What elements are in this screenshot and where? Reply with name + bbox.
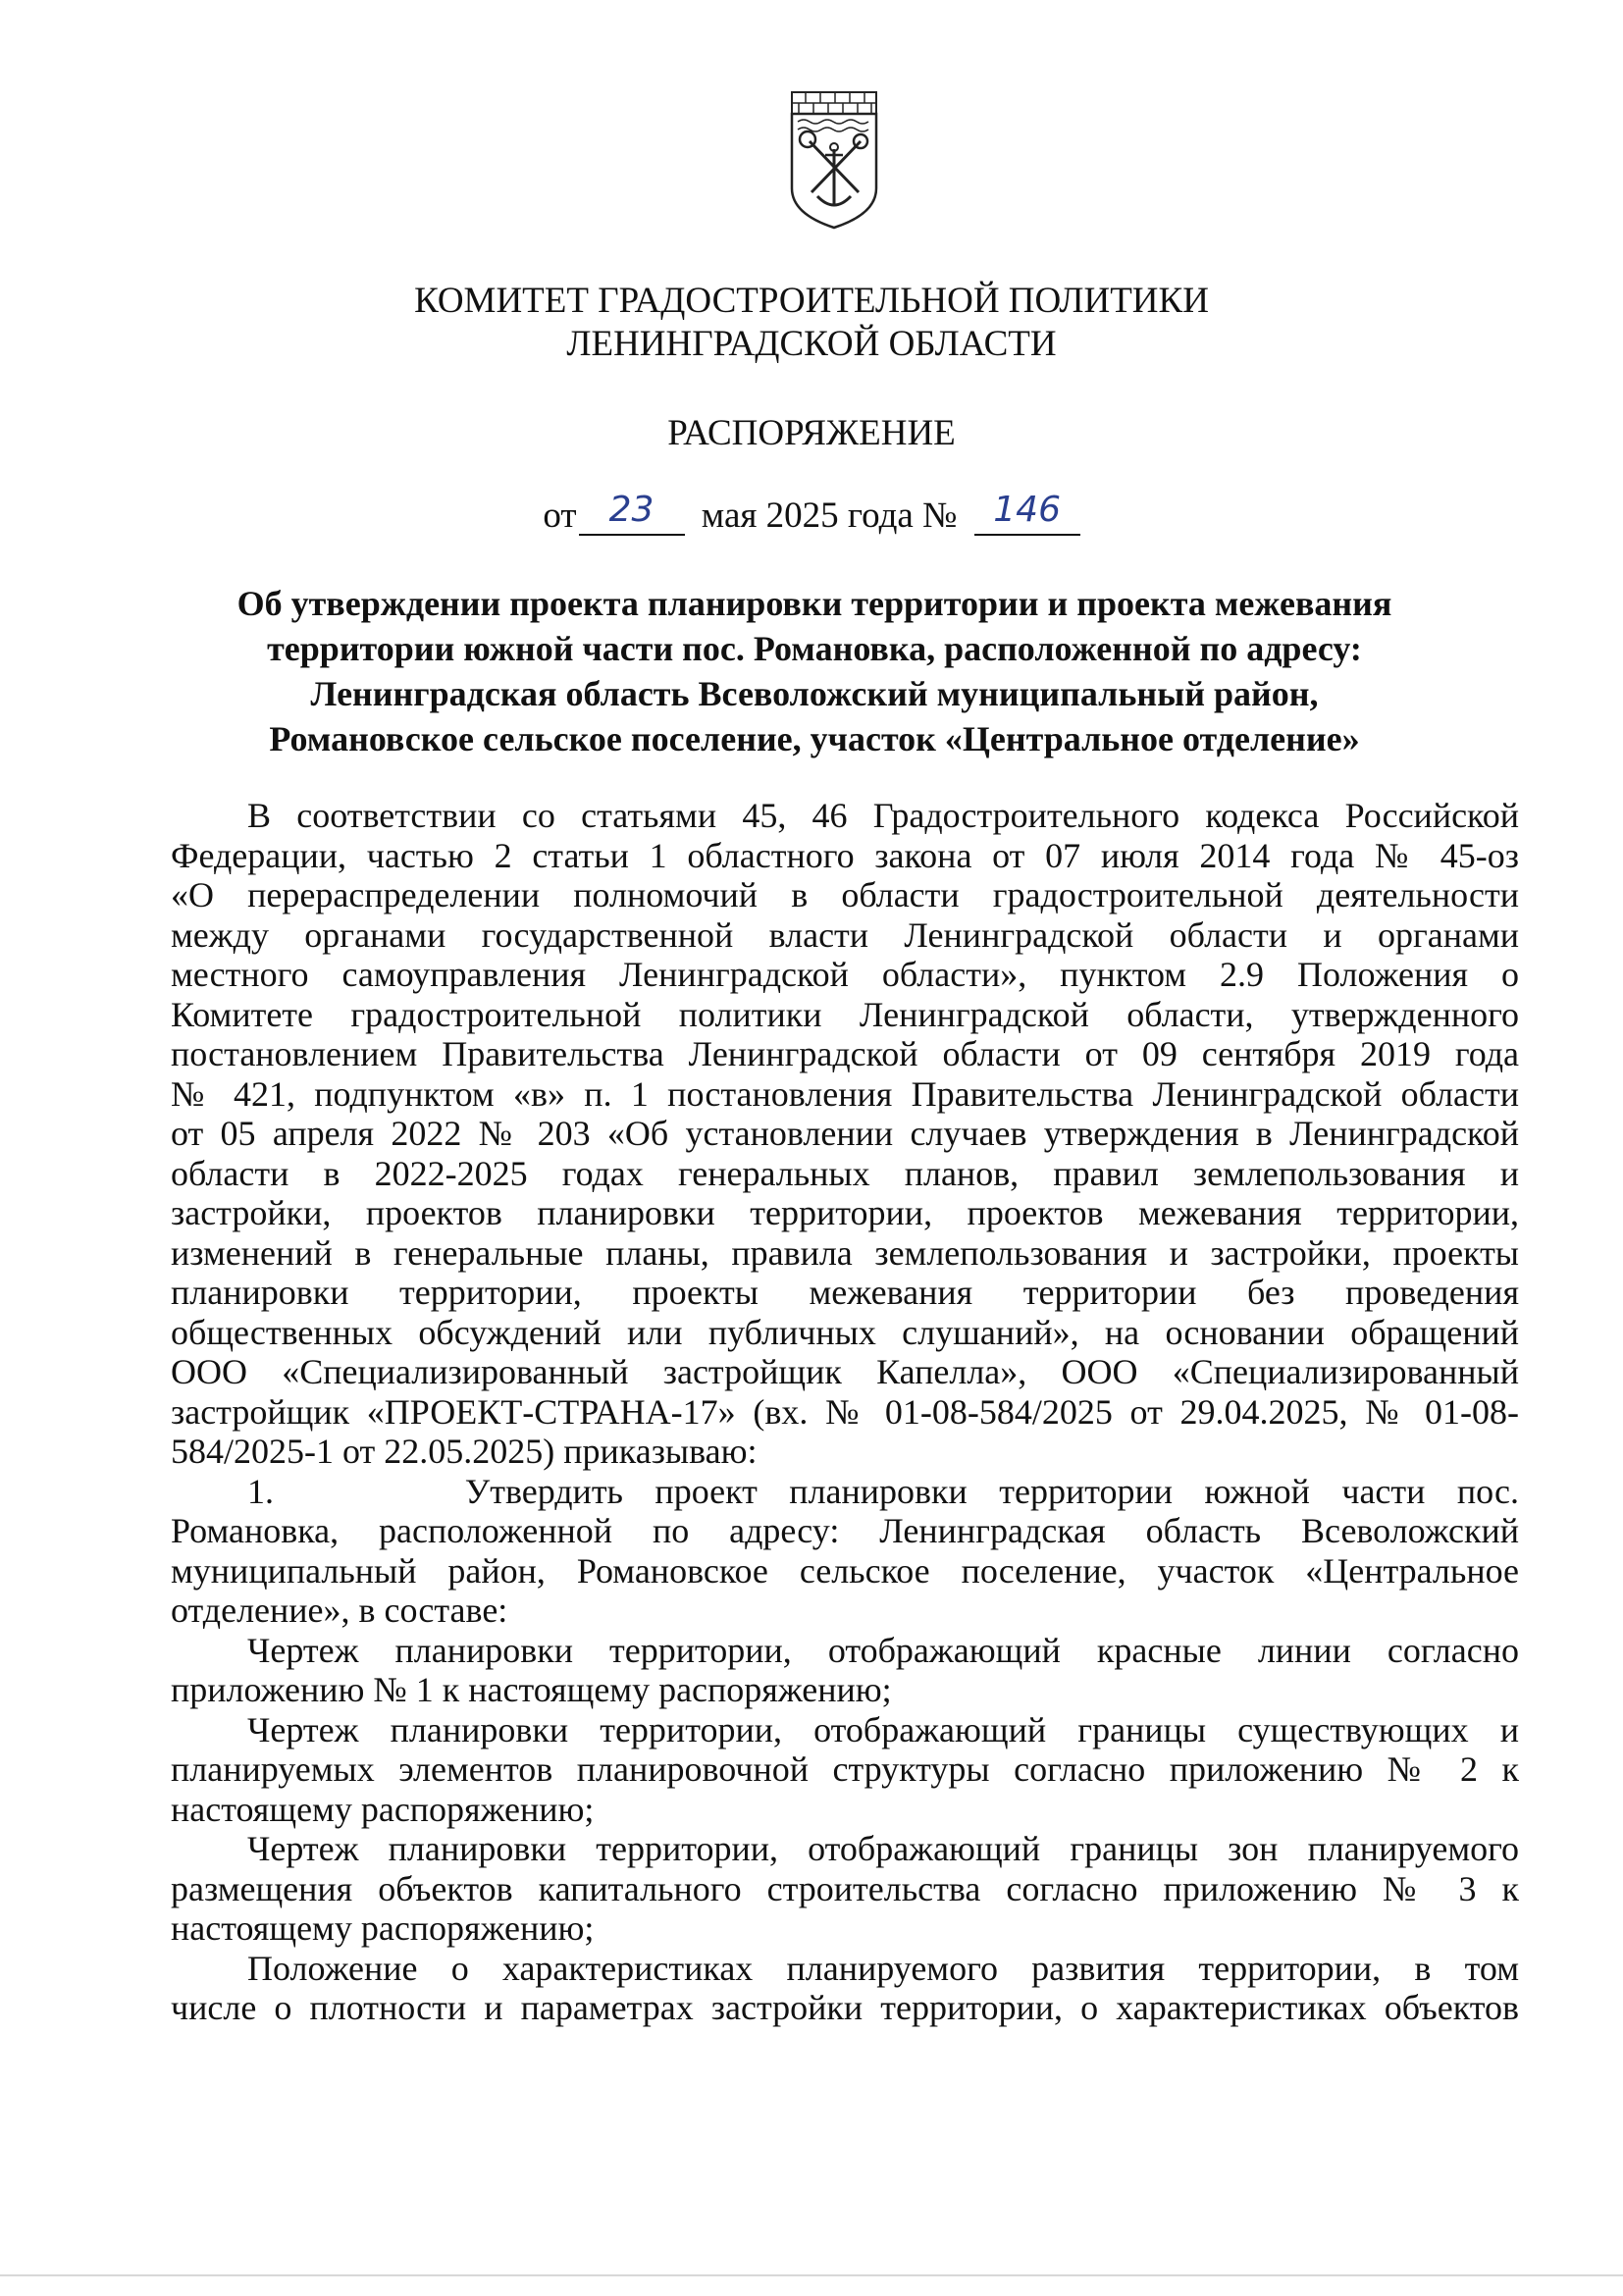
- scan-bottom-edge: [0, 2274, 1623, 2276]
- coat-of-arms-emblem: [788, 90, 880, 230]
- text-line: Федерации, частью 2 статьи 1 областного закона от 07 июля 2014 года № 45-оз: [171, 835, 1519, 875]
- title-line: Романовское сельское поселение, участок «Центральное отделение»: [269, 719, 1360, 758]
- date-day-field: [579, 490, 685, 536]
- title-line: Ленинградская область Всеволожский муниципальный район,: [310, 674, 1319, 713]
- text-line: местного самоуправления Ленинградской области», пунктом 2.9 Положения о: [171, 955, 1519, 994]
- text-line: ООО «Специализированный застройщик Капелла», ООО «Специализированный: [171, 1352, 1519, 1391]
- text-line: Комитете градостроительной политики Ленинградской области, утвержденного: [171, 994, 1519, 1034]
- text-line: общественных обсуждений или публичных слушаний», на основании обращений: [171, 1312, 1519, 1352]
- subitem-structure-boundaries: [171, 1710, 1519, 1830]
- text-line: числе о плотности и параметрах застройки территории, о характеристиках объектов: [171, 1988, 1519, 2027]
- text-line: настоящему распоряжению;: [171, 1908, 595, 1948]
- date-day-handwritten: 23: [608, 490, 654, 530]
- organization-name: [0, 280, 1623, 366]
- date-month-year: мая 2025 года №: [701, 496, 958, 536]
- text-line: между органами государственной власти Ленинградской области и органами: [171, 914, 1519, 955]
- text-line: Положение о характеристиках планируемого развития территории, в том: [247, 1948, 1519, 1988]
- text-line: настоящему распоряжению;: [171, 1789, 595, 1829]
- preamble-paragraph: [171, 796, 1519, 1472]
- subitem-development-regulations: [171, 1949, 1519, 2028]
- text-line: «О перераспределении полномочий в области градостроительной деятельности: [171, 875, 1519, 914]
- organization-line-2: ЛЕНИНГРАДСКОЙ ОБЛАСТИ: [566, 324, 1057, 364]
- text-line: застройщик «ПРОЕКТ-СТРАНА-17» (вх. № 01-08-584/2025 от 29.04.2025, № 01-08-: [171, 1391, 1519, 1432]
- document-number-field: [974, 490, 1080, 536]
- text-line: от 05 апреля 2022 № 203 «Об установлении случаев утверждения в Ленинградской: [171, 1114, 1519, 1153]
- text-line: планировки территории, проекты межевания территории без проведения: [171, 1273, 1519, 1312]
- text-line: размещения объектов капитального строительства согласно приложению № 3 к: [171, 1868, 1519, 1908]
- text-line: Чертеж планировки территории, отображающий границы зон планируемого: [247, 1829, 1519, 1868]
- text-line: № 421, подпунктом «в» п. 1 постановления Правительства Ленинградской области: [171, 1073, 1519, 1114]
- text-line: Чертеж планировки территории, отображающий границы существующих и: [247, 1709, 1519, 1749]
- subitem-red-lines: [171, 1631, 1519, 1710]
- document-title: [177, 581, 1452, 761]
- text-line: планируемых элементов планировочной структуры согласно приложению № 2 к: [171, 1749, 1519, 1789]
- organization-line-1: КОМИТЕТ ГРАДОСТРОИТЕЛЬНОЙ ПОЛИТИКИ: [414, 281, 1209, 321]
- title-line: Об утверждении проекта планировки территории и проекта межевания: [236, 584, 1392, 623]
- text-line: приложению № 1 к настоящему распоряжению;: [171, 1670, 892, 1709]
- text-line: области в 2022-2025 годах генеральных планов, правил землепользования и: [171, 1153, 1519, 1193]
- text-line: 584/2025-1 от 22.05.2025) приказываю:: [171, 1432, 758, 1471]
- item-1-paragraph: [171, 1472, 1519, 1631]
- text-line: постановлением Правительства Ленинградской области от 09 сентября 2019 года: [171, 1034, 1519, 1073]
- text-line: отделение», в составе:: [171, 1591, 508, 1630]
- text-line: застройки, проектов планировки территории, проектов межевания территории,: [171, 1193, 1519, 1232]
- document-type: РАСПОРЯЖЕНИЕ: [667, 413, 956, 453]
- title-line: территории южной части пос. Романовка, расположенной по адресу:: [267, 629, 1362, 668]
- document-dateline: [0, 490, 1623, 538]
- text-line: В соответствии со статьями 45, 46 Градостроительного кодекса Российской: [247, 796, 1519, 835]
- text-line: Чертеж планировки территории, отображающий красные линии согласно: [247, 1630, 1519, 1670]
- date-prefix: от: [543, 496, 577, 536]
- text-line: Романовка, расположенной по адресу: Ленинградская область Всеволожский: [171, 1511, 1519, 1550]
- document-body: [171, 796, 1519, 2028]
- text-line: изменений в генеральные планы, правила землепользования и застройки, проекты: [171, 1232, 1519, 1273]
- text-line: муниципальный район, Романовское сельское поселение, участок «Центральное: [171, 1550, 1519, 1591]
- document-number-handwritten: 146: [993, 490, 1061, 530]
- subitem-construction-zones: [171, 1829, 1519, 1949]
- text-line: 1. Утвердить проект планировки территории южной части пос.: [247, 1471, 1519, 1511]
